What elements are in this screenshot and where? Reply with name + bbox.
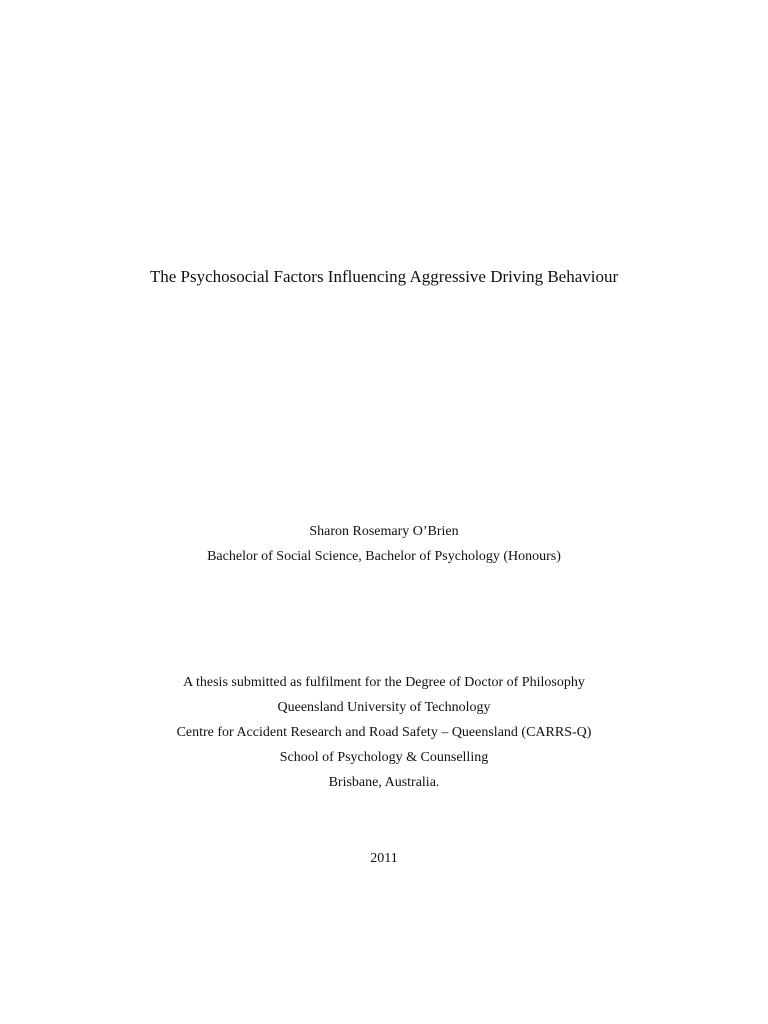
submission-year: 2011 — [370, 851, 398, 866]
university-name: Queensland University of Technology — [277, 700, 491, 715]
research-centre: Centre for Accident Research and Road Safety – Queensland (CARRS-Q) — [176, 725, 592, 740]
submission-statement: A thesis submitted as fulfilment for the Degree of Doctor of Philosophy — [183, 675, 585, 690]
author-name: Sharon Rosemary O’Brien — [309, 524, 459, 539]
location: Brisbane, Australia. — [328, 775, 440, 790]
author-degrees: Bachelor of Social Science, Bachelor of Psychology (Honours) — [207, 549, 561, 564]
school-name: School of Psychology & Counselling — [279, 750, 489, 765]
thesis-title: The Psychosocial Factors Influencing Aggressive Driving Behaviour — [149, 267, 619, 286]
